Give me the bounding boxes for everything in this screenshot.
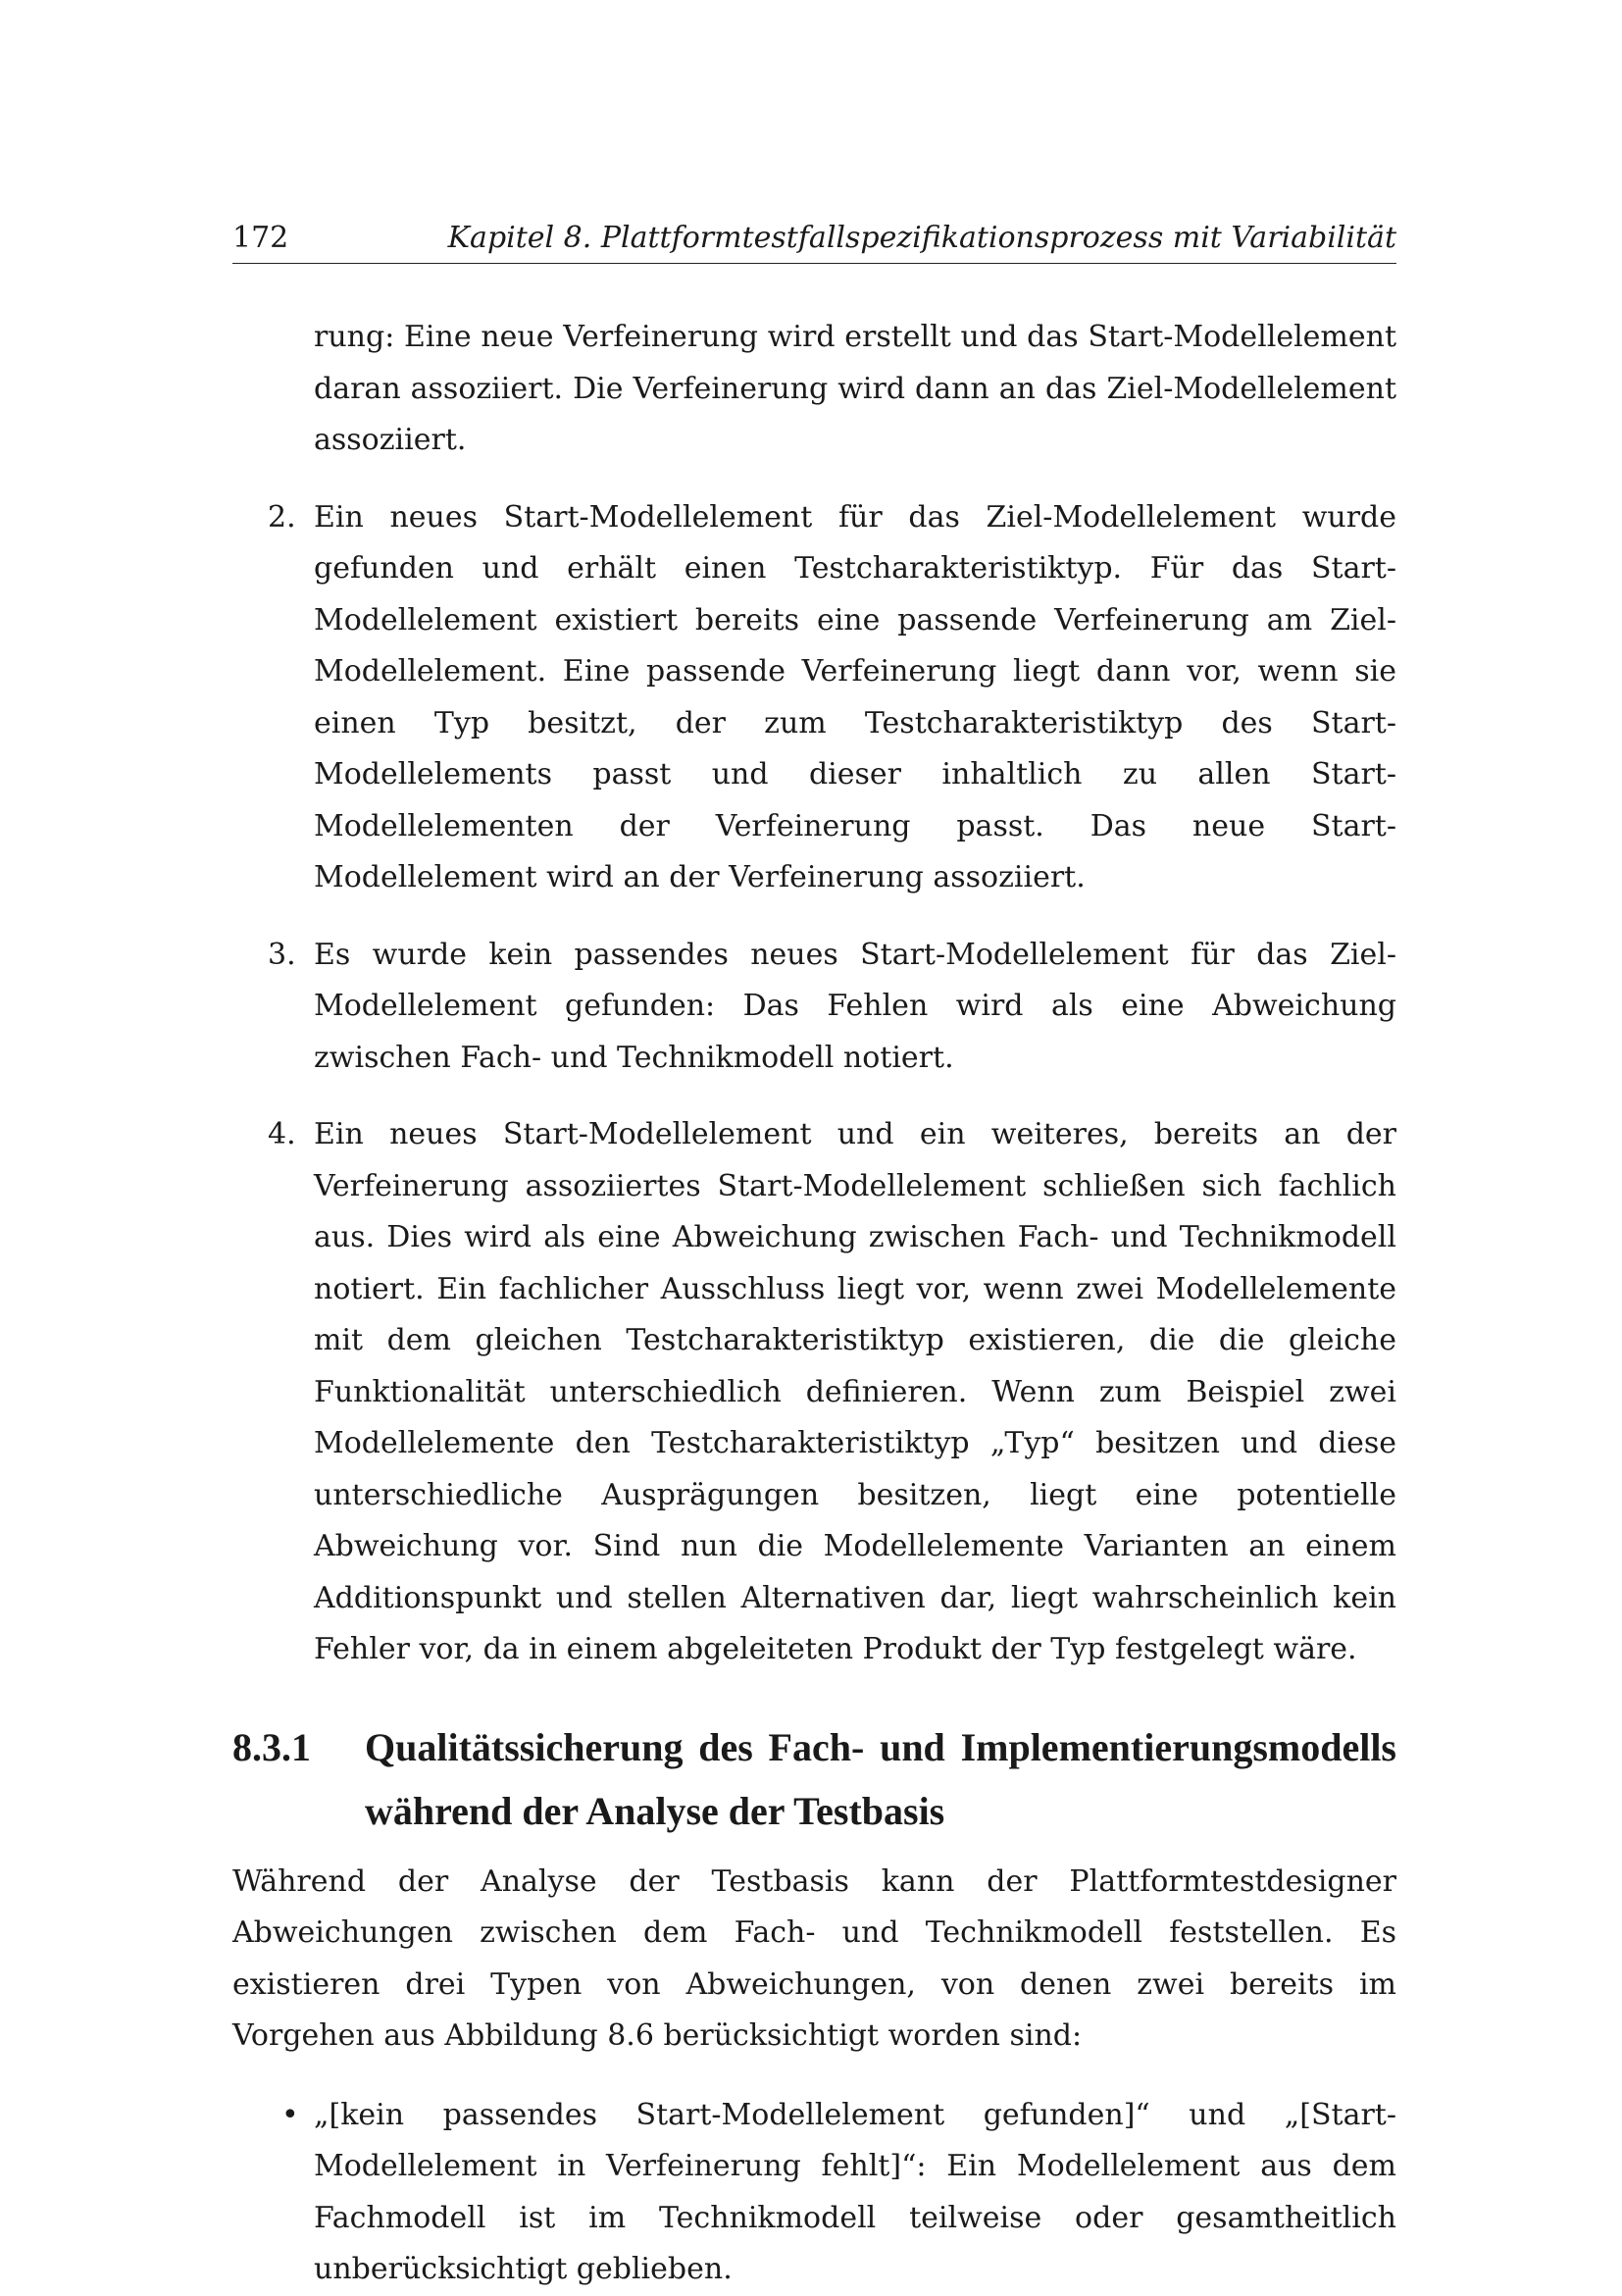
page-header [232,218,1396,264]
subsection-heading [232,1715,1396,1843]
list-item-number: 2. [268,499,296,535]
bullet-icon: • [281,2097,299,2132]
page-body [232,312,1396,2296]
bullet-item [232,2090,1396,2296]
bullet-list [232,2090,1396,2296]
list-item-text: Ein neues Start-Modellelement für das Ziel-Modellelement wurde gefunden und erhält einen Testcharakteristiktyp. Für das Start-Modellelement existiert bereits eine passende Verfeinerung am Ziel-Modellelement. Eine passende Verfeinerung liegt dann vor, wenn sie einen Typ besitzt, der zum Testcharakteristiktyp des Start-Modellelements passt und dieser inhaltlich zu allen Start-Modellelementen der Verfeinerung passt. Das neue Start-Modellelement wird an der Verfeinerung assoziiert. [314,499,1396,894]
bullet-item-text: „[kein passendes Start-Modellelement gefunden]“ und „[Start-Modellelement in Verfeinerung fehlt]“: Ein Modellelement aus dem Fachmodell ist im Technikmodell teilweise oder gesamtheitlich unberücksichtigt geblieben. [314,2097,1396,2286]
list-item [232,930,1396,1085]
list-item [232,492,1396,904]
list-item-text: Ein neues Start-Modellelement und ein weiteres, bereits an der Verfeinerung assoziiertes Start-Modellelement schließen sich fachlich aus. Dies wird als eine Abweichung zwischen Fach- und Technikmodell notiert. Ein fachlicher Ausschluss liegt vor, wenn zwei Modellelemente mit dem gleichen Testcharakteristiktyp existieren, die die gleiche Funktionalität unterschiedlich definieren. Wenn zum Beispiel zwei Modellelemente den Testcharakteristiktyp „Typ“ besitzen und diese unterschiedliche Ausprägungen besitzen, liegt eine potentielle Abweichung vor. Sind nun die Modellelemente Varianten an einem Additionspunkt und stellen Alternativen dar, liegt wahrscheinlich kein Fehler vor, da in einem abgeleiteten Produkt der Typ festgelegt wäre. [314,1117,1396,1666]
list-item [232,1109,1396,1676]
subsection-title: Qualitätssicherung des Fach- und Implementierungsmodells während der Analyse der Testbasis [365,1724,1396,1833]
page-number: 172 [232,221,289,255]
list-item-number: 4. [268,1117,296,1151]
list-item-number: 3. [268,937,296,972]
subsection-number: 8.3.1 [232,1724,311,1769]
continued-list-item-text: rung: Eine neue Verfeinerung wird erstellt und das Start-Modellelement daran assoziiert. Die Verfeinerung wird dann an das Ziel-Modellelement assoziiert. [314,320,1396,457]
section-paragraph: Während der Analyse der Testbasis kann der Plattformtestdesigner Abweichungen zwischen dem Fach- und Technikmodell feststellen. Es existieren drei Typen von Abweichungen, von denen zwei bereits im Vorgehen aus Abbildung 8.6 berücksichtigt worden sind: [232,1863,1396,2053]
enumerated-list [232,492,1396,1676]
running-title: Kapitel 8. Plattformtestfallspezifikationsprozess mit Variabilität [447,221,1396,255]
list-item-text: Es wurde kein passendes neues Start-Modellelement für das Ziel-Modellelement gefunden: Das Fehlen wird als eine Abweichung zwischen Fach- und Technikmodell notiert. [314,937,1396,1075]
